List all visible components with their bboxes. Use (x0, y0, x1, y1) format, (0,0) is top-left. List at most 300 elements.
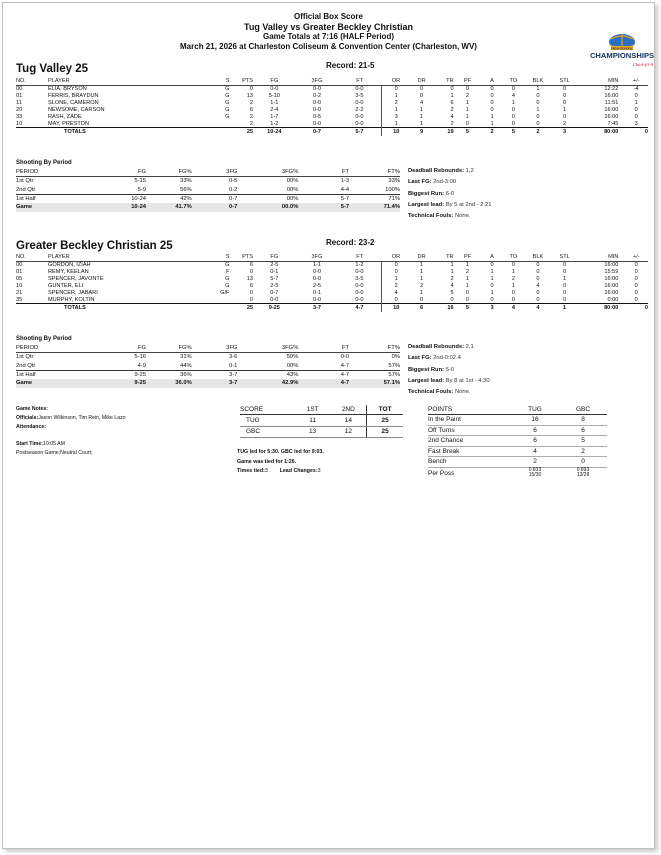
stat-cell: 1 (511, 100, 515, 107)
box-score-page (2, 2, 655, 849)
col-header: PTS (229, 77, 252, 86)
totals-cell: 16 (432, 304, 453, 313)
stat-cell: 0 (563, 283, 567, 290)
team1-box-table (16, 77, 648, 136)
shooting-cell: 2nd Qtr (16, 186, 36, 193)
per-poss-tug: 0.833 (528, 466, 542, 473)
player-name: GUNTER, ELI (48, 283, 84, 290)
totals-cell (208, 304, 229, 313)
stat-cell: 0 (490, 93, 494, 100)
player-row (16, 100, 648, 107)
totals-cell: 3 (552, 128, 578, 137)
stat-cell: 1 (490, 269, 494, 276)
player-name: FERRIS, BRAYDUN (48, 93, 99, 100)
shooting-cell: 2nd Qtr (16, 362, 36, 369)
player-row (16, 283, 648, 290)
shooting-cell: 00% (286, 362, 299, 369)
points-cell: 6 (511, 425, 559, 436)
stat-cell: 0 (634, 93, 638, 100)
totals-cell: 25 (229, 128, 252, 137)
points-cell: In the Paint (428, 415, 511, 426)
stat-cell: 6 (450, 100, 454, 107)
shooting-cell: 5-16 (134, 354, 147, 361)
totals-cell: 1 (552, 304, 578, 313)
stat-cell: 0 (465, 296, 470, 303)
stat-cell: 1 (490, 120, 494, 127)
player-row (16, 290, 648, 297)
shooting-cell: 100% (385, 186, 400, 193)
stat-cell: 0 (634, 283, 638, 290)
stat-cell: 1-2 (355, 262, 364, 269)
stat-cell: 0 (450, 296, 454, 303)
totals-cell: 0 (624, 128, 648, 137)
shooting-cell: 00% (286, 178, 299, 185)
col-header: BLK (524, 77, 552, 86)
col-header: FT (338, 77, 381, 86)
shooting-cell: 3-7 (192, 379, 238, 387)
stat-cell: 0 (381, 269, 411, 276)
shooting-cell: 4-7 (340, 362, 350, 369)
stat-cell: 7:45 (607, 120, 619, 127)
stat-cell: 5-10 (268, 93, 280, 100)
stat-cell: 0-2 (312, 93, 322, 100)
shooting-row (16, 177, 400, 186)
score-cell: 25 (367, 426, 403, 438)
stat-cell: 5-7 (270, 276, 279, 283)
stat-cell: 0-0 (355, 114, 364, 120)
score-cell: 12 (330, 426, 366, 438)
stat-cell: 1 (563, 276, 567, 283)
score-cell: TUG (240, 415, 295, 427)
stat-cell: 0 (536, 290, 540, 296)
stat-cell: 0 (450, 86, 454, 93)
shooting-cell: 0-2 (229, 186, 238, 193)
shooting-cell: 1st Half (16, 194, 87, 203)
stat-cell: 00 (16, 86, 23, 93)
shooting-cell: 5-7 (298, 203, 349, 211)
totals-cell: 4 (524, 304, 552, 313)
team2-lastfg: 2nd-0:02.4 (433, 355, 461, 362)
totals-cell: 80:00 (577, 128, 624, 137)
team1-lastfg: 2nd-3:00 (433, 179, 457, 186)
team2-box-table (16, 253, 648, 312)
stat-cell: 0-0 (355, 296, 364, 303)
stat-cell: 1 (536, 107, 540, 114)
officials: Jason Wilkinson, Tim Rein, Mike Lazo (38, 415, 126, 421)
player-row (16, 93, 648, 100)
points-cell: 6 (559, 425, 607, 436)
stat-cell: 2 (450, 107, 454, 114)
per-poss-row (428, 467, 607, 479)
score-col-header: TOT (367, 405, 403, 415)
score-col-header: 2ND (330, 405, 366, 415)
stat-cell: 33 (16, 114, 23, 120)
shooting-cell: 10-24 (87, 194, 146, 203)
col-header: PLAYER (48, 253, 208, 262)
stat-cell: 1 (420, 290, 424, 296)
stat-cell: 1 (465, 276, 470, 283)
points-row (428, 415, 607, 426)
stat-cell: G (225, 283, 230, 290)
col-header: PF (454, 77, 482, 86)
stat-cell: 1-1 (312, 262, 322, 269)
stat-cell: 2 (381, 283, 411, 290)
stat-cell: 0 (249, 269, 253, 276)
player-name: MURPHY, KOLTIN (48, 296, 95, 303)
stat-cell: 1 (450, 93, 454, 100)
col-header: +/- (624, 77, 648, 86)
shooting-cell: 33% (388, 178, 400, 185)
stat-cell: 16:00 (604, 93, 619, 100)
player-row (16, 120, 648, 127)
player-name: SPENCER, JAVONTE (48, 276, 104, 283)
team2-shooting-table (16, 344, 400, 388)
stat-cell: 0 (634, 296, 638, 303)
shooting-row (16, 194, 400, 203)
totals-cell: 5 (454, 128, 482, 137)
stat-cell: G (225, 276, 230, 283)
stat-cell: G (225, 100, 230, 107)
stat-cell: 3-5 (355, 276, 364, 283)
lead-line-2: Game was tied for 1:26. (237, 458, 297, 465)
shooting-cell: 36% (146, 370, 192, 379)
stat-cell: 10 (16, 283, 23, 290)
stat-cell: 1 (465, 100, 470, 107)
shooting-cell: 43% (237, 370, 298, 379)
shooting-cell: 57% (388, 362, 400, 369)
totals-cell: 19 (432, 128, 453, 137)
stat-cell: 0 (536, 93, 540, 100)
col-header: PLAYER (48, 77, 208, 86)
stat-cell: 1-2 (270, 120, 279, 127)
shooting-cell: Game (16, 379, 87, 387)
stat-cell: 1 (420, 262, 424, 269)
shooting-cell: 1st Qtr (16, 354, 34, 361)
stat-cell: -4 (633, 86, 639, 93)
svg-text:Chick-fil-A: Chick-fil-A (632, 62, 654, 67)
stat-cell: 0-1 (312, 290, 322, 296)
team1-shooting-table (16, 168, 400, 212)
stat-cell: 6 (249, 262, 253, 269)
stat-cell: 4 (420, 100, 424, 107)
col-header: FG (253, 77, 296, 86)
shooting-col-header: FT% (349, 168, 400, 177)
stat-cell: 2-5 (270, 283, 279, 290)
stat-cell: 16:00 (604, 114, 619, 120)
shooting-col-header: FT% (349, 344, 400, 353)
points-row (428, 425, 607, 436)
per-poss-label: Per Poss (428, 469, 455, 477)
col-header: TR (432, 77, 453, 86)
stat-cell: 0 (536, 120, 540, 127)
stat-cell: 0 (511, 86, 515, 93)
totals-cell: 10-24 (253, 128, 296, 137)
stat-cell: 0 (563, 93, 567, 100)
per-poss-gbc: 0.893 (576, 466, 590, 473)
col-header: TO (503, 77, 524, 86)
player-row (16, 262, 648, 269)
per-poss-cell (511, 467, 559, 479)
col-header: DR (411, 77, 432, 86)
stat-cell: 2-4 (270, 107, 279, 114)
stat-cell: 0 (563, 290, 567, 296)
totals-cell: 3 (481, 304, 502, 313)
points-cell: 2nd Chance (428, 436, 511, 447)
score-cell: 11 (295, 415, 331, 427)
totals-cell: 5-7 (338, 128, 381, 137)
stat-cell: 0 (249, 86, 253, 93)
stat-cell: 1 (381, 276, 411, 283)
stat-cell: 2-2 (355, 107, 364, 114)
shooting-cell: 71.4% (349, 203, 400, 211)
stat-cell: 2-5 (312, 283, 322, 290)
stat-cell: 1 (420, 114, 424, 120)
stat-cell: 2 (465, 269, 470, 276)
shooting-cell: 3-7 (192, 370, 238, 379)
shooting-col-header: PERIOD (16, 168, 87, 177)
stat-cell: 0 (490, 283, 494, 290)
stat-cell: 0 (563, 262, 567, 269)
stat-cell: 5 (450, 290, 454, 296)
stat-cell: 16:00 (604, 290, 619, 296)
stat-cell: 6 (249, 283, 253, 290)
venue-line: March 21, 2026 at Charleston Coliseum & Convention Center (Charleston, WV) (180, 42, 477, 51)
stat-cell: 0 (634, 269, 638, 276)
col-header: NO. (16, 77, 48, 86)
shooting-cell: 00% (237, 194, 298, 203)
stat-cell: 4 (381, 290, 411, 297)
stat-cell: 0-0 (312, 276, 322, 283)
stat-cell: 2 (249, 100, 253, 107)
stat-cell: G (225, 262, 230, 269)
totals-cell: 10 (381, 304, 411, 313)
player-row (16, 296, 648, 303)
shooting-col-header: FT (298, 168, 349, 177)
shooting-cell: 5-15 (134, 178, 147, 185)
shooting-col-header: FG% (146, 344, 192, 353)
stat-cell: 13 (246, 93, 253, 100)
shooting-cell: 1st Half (16, 370, 87, 379)
stat-cell: 0 (465, 290, 470, 296)
stat-cell: 0 (490, 262, 494, 269)
stat-cell: 0 (563, 269, 567, 276)
team2-deadball: 2,1 (465, 344, 474, 350)
shooting-cell: 42.9% (237, 379, 298, 387)
game-type: Postseason Game;Neutral Court; (16, 450, 93, 456)
shooting-col-header: PERIOD (16, 344, 87, 353)
stat-cell: 0 (563, 296, 567, 303)
shooting-cell: 00% (286, 186, 299, 193)
points-cell: 5 (559, 436, 607, 447)
stat-cell: 0 (490, 107, 494, 114)
stat-cell: 0 (511, 290, 515, 296)
col-header: S (208, 253, 229, 262)
score-cell: 13 (295, 426, 331, 438)
stat-cell: 1-7 (270, 114, 279, 120)
stat-cell: 2 (450, 120, 454, 127)
shooting-row (16, 203, 400, 211)
stat-cell: G (225, 86, 230, 93)
stat-cell: 0 (249, 290, 253, 296)
shooting-cell: 56% (180, 186, 192, 193)
lead-changes: 3 (317, 468, 321, 475)
stat-cell: 0-0 (312, 86, 322, 93)
points-cell: Bench (428, 457, 511, 468)
shooting-cell: 0-5 (229, 178, 238, 185)
stat-cell: 0 (634, 114, 638, 120)
totals-cell: 0-7 (296, 128, 339, 137)
team2-lead: By 8 at 1st - 4:30 (445, 377, 490, 384)
stat-cell: 16:00 (604, 107, 619, 114)
team2-bigrun: 5-0 (445, 366, 455, 373)
shooting-cell: 71% (349, 194, 400, 203)
player-name: ELIA, BRYSON (48, 86, 87, 93)
stat-cell: 21 (16, 290, 23, 296)
stat-cell: 0-0 (312, 269, 322, 276)
stat-cell: 00 (16, 262, 23, 269)
shooting-cell: 3-6 (229, 354, 238, 361)
stat-cell: G (225, 114, 230, 120)
col-header: MIN (577, 77, 624, 86)
shooting-cell: 5-7 (298, 194, 349, 203)
col-header: S (208, 77, 229, 86)
stat-cell: 11:51 (604, 100, 619, 107)
score-col-header: SCORE (240, 405, 295, 415)
col-header: STL (552, 253, 578, 262)
score-by-period-table (240, 405, 403, 438)
stat-cell: 6 (249, 107, 253, 114)
totals-cell (208, 128, 229, 137)
stat-cell: 4 (450, 114, 454, 120)
player-name: REMY, KEELAN (48, 269, 89, 276)
stat-cell: 1 (420, 276, 424, 283)
stat-cell: G (225, 93, 230, 100)
col-header: MIN (577, 253, 624, 262)
totals-cell: 9-25 (253, 304, 296, 313)
team2-tech: None. (454, 389, 471, 396)
stat-cell: 2 (465, 93, 470, 100)
points-col-header: GBC (559, 405, 607, 415)
game-status: Game Totals at 7:16 (HALF Period) (263, 32, 394, 41)
stat-cell: 0 (634, 290, 638, 296)
stat-cell: 0 (536, 114, 540, 120)
stat-cell: 0 (420, 296, 424, 303)
per-poss-tug-sub: 15/30 (528, 472, 542, 478)
shooting-col-header: 3FG% (237, 168, 298, 177)
stat-cell: 0 (634, 262, 638, 269)
stat-cell: 12:22 (604, 86, 619, 93)
points-cell: Fast Break (428, 446, 511, 457)
points-cell: 2 (559, 446, 607, 457)
team1-notes: Deadball Rebounds: 1,2 Last FG: 2nd-3:00 Biggest Run: 6-0 Largest lead: By 5 at 2nd - 2:21 Technical Fouls: None. (408, 168, 492, 220)
stat-cell: 2-5 (270, 262, 279, 269)
shooting-row (16, 361, 400, 370)
totals-cell: 5 (503, 128, 524, 137)
totals-cell: 2 (524, 128, 552, 137)
doc-title: Official Box Score (294, 12, 363, 21)
col-header: STL (552, 77, 578, 86)
points-cell: Off Turns (428, 425, 511, 436)
game-notes: Game Notes: Officials:Jason Wilkinson, Tim Rein, Mike Lazo Attendance: Start Time:10:05 AM Postseason Game;Neutral Court; (16, 406, 126, 456)
stat-cell: 0 (634, 276, 638, 283)
team1-record: Record: 21-5 (326, 61, 375, 70)
stat-cell: 1 (465, 114, 470, 120)
shooting-cell: 0% (391, 354, 400, 361)
player-row (16, 269, 648, 276)
shooting-col-header: 3FG (192, 168, 238, 177)
stat-cell: 0:00 (607, 296, 619, 303)
times-tied: 3 (264, 468, 268, 475)
stat-cell: 2 (420, 283, 424, 290)
stat-cell: 0-0 (312, 120, 322, 127)
stat-cell: 1 (536, 86, 540, 93)
shooting-cell: 4-7 (298, 370, 349, 379)
team2-notes: Deadball Rebounds: 2,1 Last FG: 2nd-0:02.4 Biggest Run: 5-0 Largest lead: By 8 at 1st - 4:30 Technical Fouls: None. (408, 344, 490, 396)
player-row (16, 114, 648, 121)
team1-tech: None. (454, 213, 471, 220)
stat-cell: 0-0 (312, 296, 322, 303)
shooting-cell: Game (16, 203, 87, 211)
totals-cell: 25 (229, 304, 252, 313)
shooting-cell: 1-3 (340, 178, 350, 185)
championships-logo (589, 33, 655, 69)
document-header (3, 12, 654, 52)
player-row (16, 86, 648, 93)
lead-line-1: TUG led for 5:30. GBC led for 9:03. (237, 449, 324, 455)
stat-cell: 0 (249, 296, 253, 303)
score-cell: 14 (330, 415, 366, 427)
stat-cell: 13 (246, 276, 253, 283)
player-row (16, 276, 648, 283)
points-row (428, 436, 607, 447)
stat-cell: 3-5 (355, 93, 364, 100)
stat-cell: 4 (511, 93, 515, 100)
shooting-cell: 57.1% (349, 379, 400, 387)
shooting-col-header: 3FG% (237, 344, 298, 353)
col-header: BLK (524, 253, 552, 262)
points-cell: 16 (511, 415, 559, 426)
stat-cell: 0 (465, 86, 470, 93)
stat-cell: 01 (16, 93, 23, 100)
points-cell: 0 (559, 457, 607, 468)
shooting-cell: 41.7% (146, 203, 192, 211)
shooting-cell: 9-25 (87, 379, 146, 387)
stat-cell: 0 (511, 107, 515, 114)
shooting-row (16, 379, 400, 387)
stat-cell: 11 (16, 100, 22, 107)
stat-cell: F (226, 269, 230, 276)
stat-cell: 1 (634, 100, 638, 107)
shooting-row (16, 353, 400, 362)
stat-cell: 0 (511, 114, 515, 120)
stat-cell: 0 (420, 93, 424, 100)
player-name: RASH, ZADE (48, 114, 82, 120)
player-name: GORDON, IZIAH (48, 262, 91, 269)
stat-cell: 4 (536, 283, 540, 290)
per-poss-gbc-sub: 13/28 (576, 472, 590, 478)
player-name: MAY, PRESTON (48, 120, 90, 127)
col-header: 3FG (296, 253, 339, 262)
col-header: TO (503, 253, 524, 262)
stat-cell: 0 (381, 86, 411, 93)
shooting-cell: 57% (349, 370, 400, 379)
matchup-title: Tug Valley vs Greater Beckley Christian (244, 22, 413, 32)
shooting-col-header: FG (87, 168, 146, 177)
shooting-cell: 0-7 (192, 203, 238, 211)
stat-cell: 2 (511, 276, 515, 283)
totals-cell (16, 128, 48, 137)
totals-cell: 4-7 (338, 304, 381, 313)
